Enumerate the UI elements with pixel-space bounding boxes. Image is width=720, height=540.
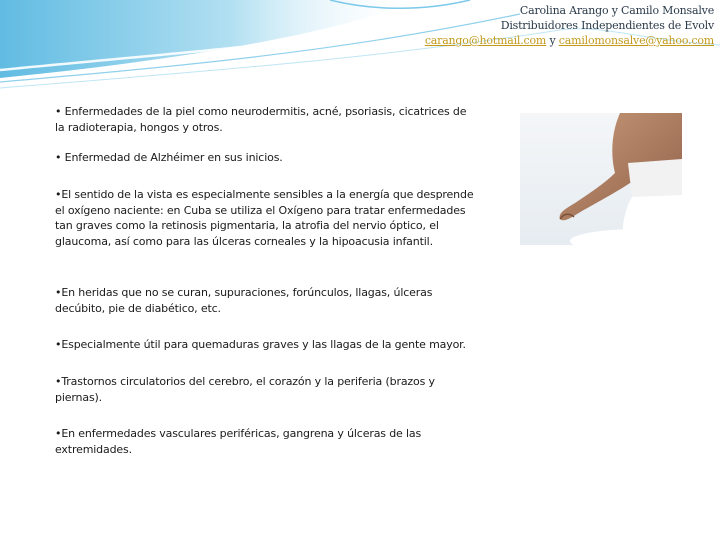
email-conjunction: y <box>549 34 556 47</box>
email-link-1[interactable]: carango@hotmail.com <box>424 34 547 47</box>
contact-name: Carolina Arango y Camilo Monsalve <box>519 4 714 17</box>
bullet-item: •En heridas que no se curan, supuraciones, forúnculos, llagas, úlceras decúbito, pie de diabético, etc. <box>55 286 433 315</box>
email-link-2[interactable]: camilomonsalve@yahoo.com <box>558 34 714 47</box>
contact-emails <box>425 33 714 48</box>
bullet-item: • Enfermedad de Alzhéimer en sus inicios. <box>55 151 283 164</box>
bullet-item: •El sentido de la vista es especialmente sensibles a la energía que desprende el oxígeno naciente: en Cuba se utiliza el Oxígeno para tratar enfermedades tan graves como la retinosis pigmentaria, la atrofia del nervio óptico, el glaucoma, así como para las úlceras corneales y la hipoacusia infantil. <box>55 188 474 248</box>
bullet-item: • Enfermedades de la piel como neurodermitis, acné, psoriasis, cicatrices de la radioterapia, hongos y otros. <box>55 105 467 134</box>
contact-role: Distribuidores Independientes de Evolv <box>500 19 714 32</box>
bullet-item: •Trastornos circulatorios del cerebro, el corazón y la periferia (brazos y piernas). <box>55 375 435 404</box>
meditating-woman-photo <box>520 113 682 245</box>
bullet-item: •Especialmente útil para quemaduras graves y las llagas de la gente mayor. <box>55 338 466 351</box>
bullet-list <box>55 104 475 457</box>
bullet-item: •En enfermedades vasculares periféricas, gangrena y úlceras de las extremidades. <box>55 427 422 456</box>
contact-info <box>425 3 714 48</box>
